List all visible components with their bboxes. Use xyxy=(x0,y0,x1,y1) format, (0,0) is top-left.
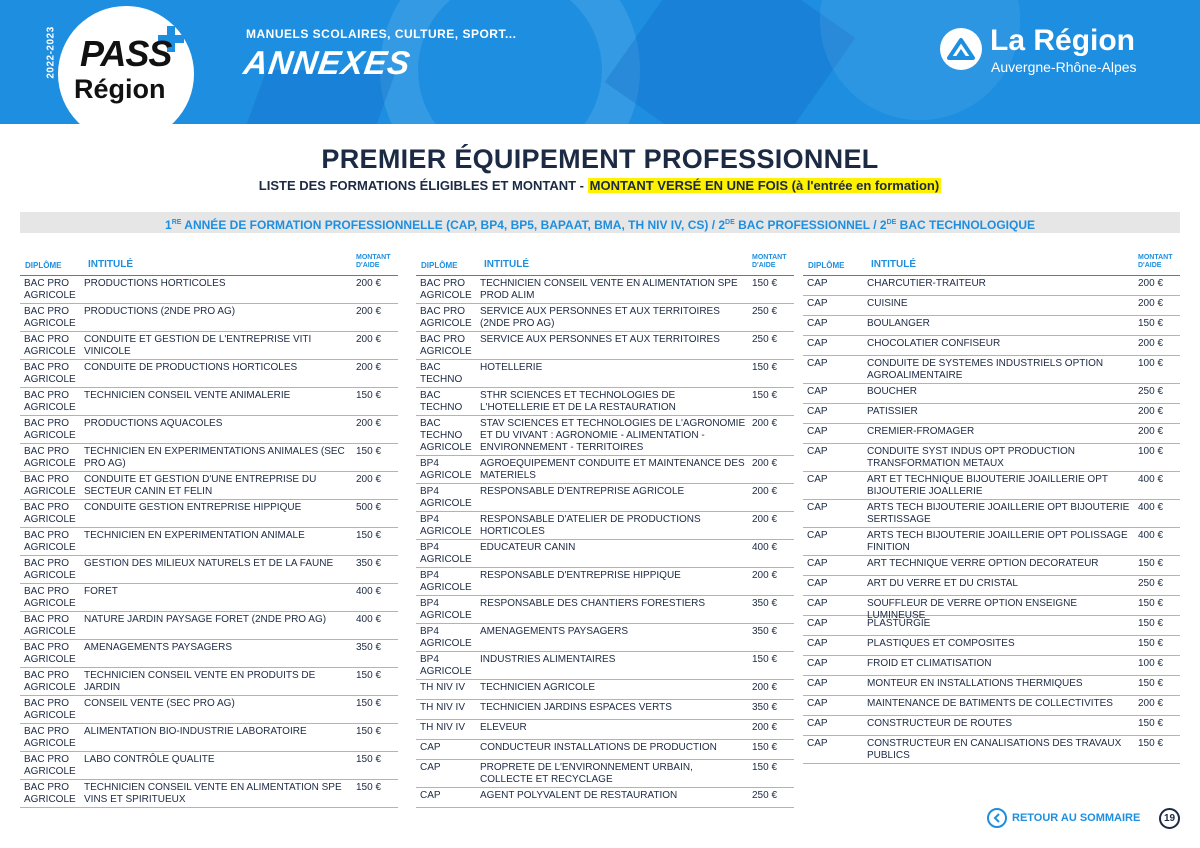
table-row xyxy=(416,456,794,484)
cell-montant: 150 € xyxy=(356,390,382,401)
cell-diplome: CAP xyxy=(807,698,828,709)
table-row xyxy=(803,316,1180,336)
cell-montant: 200 € xyxy=(752,570,778,581)
cell-montant: 150 € xyxy=(356,782,382,793)
cell-intitule: SERVICE AUX PERSONNES ET AUX TERRITOIRES (2NDE PRO AG) xyxy=(480,306,720,329)
header-diplome: DIPLÔME xyxy=(25,261,62,270)
band-superscript: DE xyxy=(725,219,735,226)
cell-diplome: BAC TECHNO AGRICOLE xyxy=(420,418,472,453)
cell-intitule: CONDUITE GESTION ENTREPRISE HIPPIQUE xyxy=(84,502,302,513)
cell-montant: 200 € xyxy=(356,362,382,373)
cell-montant: 150 € xyxy=(1138,318,1164,329)
cell-intitule: PRODUCTIONS HORTICOLES xyxy=(84,278,226,289)
subtitle-highlight-bold: MONTANT VERSÉ EN UNE FOIS xyxy=(589,178,789,193)
cell-diplome: BAC PRO AGRICOLE xyxy=(24,474,76,497)
cell-intitule: RESPONSABLE D'ENTREPRISE AGRICOLE xyxy=(480,486,685,497)
cell-intitule: ARTS TECH BIJOUTERIE JOAILLERIE OPT BIJOUTERIE SERTISSAGE xyxy=(867,502,1130,525)
table-row xyxy=(803,616,1180,636)
band-text: BAC PROFESSIONNEL / 2 xyxy=(734,218,887,232)
cell-montant: 200 € xyxy=(356,418,382,429)
cell-montant: 200 € xyxy=(752,682,778,693)
header-montant-line2: D'AIDE xyxy=(752,262,776,269)
cell-diplome: BAC PRO AGRICOLE xyxy=(24,334,76,357)
header-montant xyxy=(752,254,794,270)
chevron-left-icon xyxy=(992,813,1002,823)
cell-montant: 150 € xyxy=(752,742,778,753)
cell-diplome: BAC PRO AGRICOLE xyxy=(24,418,76,441)
cell-intitule: ART DU VERRE ET DU CRISTAL xyxy=(867,578,1018,589)
table-row xyxy=(803,576,1180,596)
header-intitule: INTITULÉ xyxy=(88,259,133,270)
cell-montant: 400 € xyxy=(1138,474,1164,485)
table-row xyxy=(416,360,794,388)
cell-montant: 350 € xyxy=(356,642,382,653)
cell-montant: 200 € xyxy=(356,474,382,485)
table-row xyxy=(803,696,1180,716)
formations-table-1 xyxy=(20,250,398,808)
cell-intitule: AGROEQUIPEMENT CONDUITE ET MAINTENANCE DES MATERIELS xyxy=(480,458,745,481)
cell-montant: 350 € xyxy=(752,598,778,609)
cell-diplome: TH NIV IV xyxy=(420,722,466,733)
table-row xyxy=(20,304,398,332)
cell-montant: 150 € xyxy=(1138,598,1164,609)
cell-diplome: CAP xyxy=(807,738,828,749)
cell-diplome: BAC PRO AGRICOLE xyxy=(24,782,76,805)
cell-intitule: AGENT POLYVALENT DE RESTAURATION xyxy=(480,790,678,801)
cell-intitule: SERVICE AUX PERSONNES ET AUX TERRITOIRES xyxy=(480,334,720,345)
cell-intitule: FORET xyxy=(84,586,118,597)
cell-intitule: PATISSIER xyxy=(867,406,918,417)
cell-intitule: AMENAGEMENTS PAYSAGERS xyxy=(84,642,232,653)
table-row xyxy=(416,484,794,512)
banner-decoration xyxy=(820,0,1020,120)
cell-montant: 200 € xyxy=(752,418,778,429)
table-row xyxy=(20,724,398,752)
cell-intitule: RESPONSABLE D'ENTREPRISE HIPPIQUE xyxy=(480,570,681,581)
table-row xyxy=(803,636,1180,656)
section-band xyxy=(20,212,1180,233)
cell-diplome: BP4 AGRICOLE xyxy=(420,542,472,565)
cell-montant: 150 € xyxy=(1138,558,1164,569)
school-year xyxy=(44,14,58,94)
table-row xyxy=(20,612,398,640)
cell-diplome: BAC TECHNO xyxy=(420,362,463,385)
region-logo-icon xyxy=(940,28,982,70)
table-row xyxy=(20,416,398,444)
table-header xyxy=(20,250,398,276)
cell-intitule: CREMIER-FROMAGER xyxy=(867,426,975,437)
cell-diplome: CAP xyxy=(807,386,828,397)
table-row xyxy=(416,596,794,624)
band-superscript: DE xyxy=(886,219,897,226)
table-row xyxy=(416,276,794,304)
cell-montant: 200 € xyxy=(1138,406,1164,417)
cell-diplome: BP4 AGRICOLE xyxy=(420,598,472,621)
table-row xyxy=(803,596,1180,621)
cell-intitule: CONDUITE SYST INDUS OPT PRODUCTION TRANSFORMATION METAUX xyxy=(867,446,1075,469)
cell-intitule: RESPONSABLE D'ATELIER DE PRODUCTIONS HORTICOLES xyxy=(480,514,701,537)
cell-diplome: CAP xyxy=(807,426,828,437)
cell-montant: 150 € xyxy=(1138,678,1164,689)
cell-diplome: BP4 AGRICOLE xyxy=(420,654,472,677)
cell-diplome: CAP xyxy=(807,578,828,589)
cell-diplome: BAC PRO AGRICOLE xyxy=(420,334,472,357)
cell-montant: 400 € xyxy=(356,586,382,597)
cell-diplome: BAC PRO AGRICOLE xyxy=(24,558,76,581)
cell-montant: 400 € xyxy=(1138,530,1164,541)
cell-montant: 250 € xyxy=(1138,578,1164,589)
brand-name: La Région xyxy=(990,24,1136,57)
cell-intitule: TECHNICIEN JARDINS ESPACES VERTS xyxy=(480,702,672,713)
banner-decoration xyxy=(380,0,640,124)
band-superscript: RE xyxy=(171,219,182,226)
table-row xyxy=(20,752,398,780)
cell-diplome: BAC PRO AGRICOLE xyxy=(24,754,76,777)
cell-intitule: SOUFFLEUR DE VERRE OPTION ENSEIGNE LUMINEUSE xyxy=(867,598,1078,621)
table-row xyxy=(803,404,1180,424)
page-subtitle xyxy=(0,178,1200,193)
cell-intitule: NATURE JARDIN PAYSAGE FORET (2NDE PRO AG) xyxy=(84,614,327,625)
cell-diplome: CAP xyxy=(807,446,828,457)
cell-montant: 200 € xyxy=(356,306,382,317)
cell-diplome: BAC PRO AGRICOLE xyxy=(24,362,76,385)
table-row xyxy=(803,276,1180,296)
table-row xyxy=(416,788,794,808)
cell-diplome: CAP xyxy=(807,474,828,485)
table-row xyxy=(20,528,398,556)
band-text: BAC TECHNOLOGIQUE xyxy=(896,218,1035,232)
cell-diplome: BAC PRO AGRICOLE xyxy=(24,306,76,329)
cell-diplome: CAP xyxy=(420,790,441,801)
table-row xyxy=(20,276,398,304)
cell-montant: 200 € xyxy=(1138,298,1164,309)
cell-diplome: CAP xyxy=(807,278,828,289)
table-row xyxy=(20,780,398,808)
cell-montant: 400 € xyxy=(356,614,382,625)
cell-intitule: ARTS TECH BIJOUTERIE JOAILLERIE OPT POLISSAGE FINITION xyxy=(867,530,1128,553)
subtitle-highlight-rest: (à l'entrée en formation) xyxy=(788,178,940,193)
cell-intitule: ART TECHNIQUE VERRE OPTION DECORATEUR xyxy=(867,558,1099,569)
cell-intitule: INDUSTRIES ALIMENTAIRES xyxy=(480,654,616,665)
cell-diplome: CAP xyxy=(807,502,828,513)
cell-diplome: CAP xyxy=(807,638,828,649)
cell-montant: 200 € xyxy=(1138,426,1164,437)
cell-diplome: BP4 AGRICOLE xyxy=(420,570,472,593)
cell-intitule: CONSTRUCTEUR EN CANALISATIONS DES TRAVAUX PUBLICS xyxy=(867,738,1122,761)
table-row xyxy=(803,556,1180,576)
table-row xyxy=(803,356,1180,384)
cell-intitule: CONDUITE ET GESTION D'UNE ENTREPRISE DU SECTEUR CANIN ET FELIN xyxy=(84,474,317,497)
cell-montant: 350 € xyxy=(752,702,778,713)
table-row xyxy=(20,500,398,528)
header-diplome: DIPLÔME xyxy=(808,261,845,270)
table-row xyxy=(416,624,794,652)
cell-montant: 100 € xyxy=(1138,446,1164,457)
cell-diplome: BP4 AGRICOLE xyxy=(420,514,472,537)
cell-montant: 150 € xyxy=(356,726,382,737)
table-row xyxy=(416,332,794,360)
table-row xyxy=(20,668,398,696)
table-row xyxy=(803,716,1180,736)
header-subtitle: MANUELS SCOLAIRES, CULTURE, SPORT... xyxy=(246,27,517,41)
cell-montant: 150 € xyxy=(356,530,382,541)
cell-intitule: ALIMENTATION BIO-INDUSTRIE LABORATOIRE xyxy=(84,726,307,737)
cell-montant: 150 € xyxy=(356,754,382,765)
table-row xyxy=(803,384,1180,404)
cell-diplome: CAP xyxy=(807,530,828,541)
header-intitule: INTITULÉ xyxy=(484,259,529,270)
cell-intitule: TECHNICIEN CONSEIL VENTE EN PRODUITS DE JARDIN xyxy=(84,670,316,693)
cell-intitule: STHR SCIENCES ET TECHNOLOGIES DE L'HOTELLERIE ET DE LA RESTAURATION xyxy=(480,390,676,413)
cell-montant: 150 € xyxy=(752,390,778,401)
cell-montant: 150 € xyxy=(1138,718,1164,729)
header-montant-line2: D'AIDE xyxy=(356,262,380,269)
cell-diplome: CAP xyxy=(807,618,828,629)
cell-diplome: BAC PRO AGRICOLE xyxy=(24,726,76,749)
table-row xyxy=(20,472,398,500)
cell-diplome: BAC PRO AGRICOLE xyxy=(24,586,76,609)
cell-diplome: BAC PRO AGRICOLE xyxy=(24,614,76,637)
header-montant xyxy=(1138,254,1180,270)
cell-montant: 250 € xyxy=(752,790,778,801)
cell-montant: 200 € xyxy=(356,334,382,345)
banner-decoration xyxy=(605,0,856,124)
table-row xyxy=(416,740,794,760)
cell-montant: 350 € xyxy=(356,558,382,569)
cell-intitule: CONSTRUCTEUR DE ROUTES xyxy=(867,718,1013,729)
table-row xyxy=(803,296,1180,316)
cell-montant: 500 € xyxy=(356,502,382,513)
cell-diplome: BAC PRO AGRICOLE xyxy=(24,530,76,553)
cell-montant: 150 € xyxy=(356,670,382,681)
cell-intitule: TECHNICIEN CONSEIL VENTE EN ALIMENTATION SPE PROD ALIM xyxy=(480,278,738,301)
region-word: Région xyxy=(74,74,166,104)
cell-intitule: CONSEIL VENTE (SEC PRO AG) xyxy=(84,698,235,709)
band-text: 1 xyxy=(165,218,172,232)
cell-montant: 350 € xyxy=(752,626,778,637)
page-title: PREMIER ÉQUIPEMENT PROFESSIONNEL xyxy=(321,144,879,174)
cell-diplome: CAP xyxy=(807,678,828,689)
back-to-summary-button[interactable] xyxy=(987,808,1007,828)
table-row xyxy=(416,568,794,596)
cell-intitule: CONDUITE ET GESTION DE L'ENTREPRISE VITI VINICOLE xyxy=(84,334,312,357)
header-montant-line1: MONTANT xyxy=(1138,254,1173,261)
table-row xyxy=(803,336,1180,356)
cell-intitule: ELEVEUR xyxy=(480,722,527,733)
cell-intitule: ART ET TECHNIQUE BIJOUTERIE JOAILLERIE OPT BIJOUTERIE JOALLERIE xyxy=(867,474,1108,497)
cell-intitule: CHARCUTIER-TRAITEUR xyxy=(867,278,986,289)
cell-intitule: AMENAGEMENTS PAYSAGERS xyxy=(480,626,628,637)
cell-intitule: HOTELLERIE xyxy=(480,362,543,373)
cell-montant: 250 € xyxy=(752,306,778,317)
table-row xyxy=(803,656,1180,676)
cell-diplome: TH NIV IV xyxy=(420,702,466,713)
cell-diplome: BAC PRO AGRICOLE xyxy=(24,642,76,665)
table-row xyxy=(20,556,398,584)
table-row xyxy=(803,472,1180,500)
cell-montant: 100 € xyxy=(1138,658,1164,669)
cell-diplome: BAC PRO AGRICOLE xyxy=(24,698,76,721)
cell-intitule: MAINTENANCE DE BATIMENTS DE COLLECTIVITES xyxy=(867,698,1113,709)
school-year-label: 2022-2023 xyxy=(45,26,57,79)
cell-montant: 150 € xyxy=(1138,738,1164,749)
table-row xyxy=(20,584,398,612)
cell-diplome: BAC PRO AGRICOLE xyxy=(24,670,76,693)
cell-intitule: CUISINE xyxy=(867,298,908,309)
band-text: ANNÉE DE FORMATION PROFESSIONNELLE (CAP, BP4, BP5, BAPAAT, BMA, TH NIV IV, CS) / 2 xyxy=(181,218,726,232)
cell-intitule: PROPRETE DE L'ENVIRONNEMENT URBAIN, COLLECTE ET RECYCLAGE xyxy=(480,762,693,785)
cell-intitule: TECHNICIEN EN EXPERIMENTATION ANIMALE xyxy=(84,530,305,541)
cell-intitule: LABO CONTRÔLE QUALITE xyxy=(84,754,215,765)
table-row xyxy=(20,332,398,360)
cell-montant: 150 € xyxy=(356,446,382,457)
table-row xyxy=(416,652,794,680)
cell-intitule: PRODUCTIONS (2NDE PRO AG) xyxy=(84,306,236,317)
cell-montant: 200 € xyxy=(752,458,778,469)
cell-intitule: PRODUCTIONS AQUACOLES xyxy=(84,418,223,429)
pass-region-logo xyxy=(58,6,194,142)
cell-intitule: PLASTIQUES ET COMPOSITES xyxy=(867,638,1015,649)
section-title: ANNEXES xyxy=(241,44,414,81)
formations-table-2 xyxy=(416,250,794,808)
cell-intitule: CONDUCTEUR INSTALLATIONS DE PRODUCTION xyxy=(480,742,717,753)
cell-intitule: PLASTURGIE xyxy=(867,618,931,629)
table-row xyxy=(803,424,1180,444)
table-row xyxy=(416,680,794,700)
cell-montant: 200 € xyxy=(752,486,778,497)
cell-intitule: BOUCHER xyxy=(867,386,918,397)
cell-intitule: CONDUITE DE SYSTEMES INDUSTRIELS OPTION AGROALIMENTAIRE xyxy=(867,358,1104,381)
table-row xyxy=(20,696,398,724)
table-row xyxy=(803,736,1180,764)
cell-montant: 200 € xyxy=(1138,278,1164,289)
cell-diplome: BAC PRO AGRICOLE xyxy=(420,278,472,301)
cell-montant: 150 € xyxy=(1138,618,1164,629)
cell-montant: 150 € xyxy=(752,278,778,289)
cell-diplome: CAP xyxy=(807,338,828,349)
table-header xyxy=(416,250,794,276)
cell-diplome: BAC PRO AGRICOLE xyxy=(420,306,472,329)
cell-diplome: BAC TECHNO xyxy=(420,390,463,413)
header-intitule: INTITULÉ xyxy=(871,259,916,270)
cell-intitule: TECHNICIEN AGRICOLE xyxy=(480,682,596,693)
cell-montant: 150 € xyxy=(752,362,778,373)
cell-intitule: TECHNICIEN CONSEIL VENTE ANIMALERIE xyxy=(84,390,291,401)
cell-montant: 200 € xyxy=(1138,698,1164,709)
cell-diplome: TH NIV IV xyxy=(420,682,466,693)
formations-table-3 xyxy=(803,250,1180,764)
cell-montant: 250 € xyxy=(1138,386,1164,397)
cell-montant: 150 € xyxy=(752,654,778,665)
table-row xyxy=(416,540,794,568)
cell-intitule: BOULANGER xyxy=(867,318,930,329)
cell-intitule: STAV SCIENCES ET TECHNOLOGIES DE L'AGRONOMIE ET DU VIVANT : AGRONOMIE - ALIMENTATION - ENVIRONNEMENT - TERRITOIRES xyxy=(480,418,746,453)
cell-diplome: CAP xyxy=(807,318,828,329)
pass-word: PASS xyxy=(80,33,172,74)
header-montant xyxy=(356,254,398,270)
cell-diplome: CAP xyxy=(807,298,828,309)
table-row xyxy=(803,500,1180,528)
cell-diplome: BAC PRO AGRICOLE xyxy=(24,390,76,413)
brand-subtitle: Auvergne-Rhône-Alpes xyxy=(991,59,1137,75)
back-to-summary-link[interactable]: RETOUR AU SOMMAIRE xyxy=(1012,812,1141,824)
cell-montant: 200 € xyxy=(752,514,778,525)
cell-intitule: CONDUITE DE PRODUCTIONS HORTICOLES xyxy=(84,362,298,373)
table-row xyxy=(416,304,794,332)
cell-montant: 200 € xyxy=(1138,338,1164,349)
cell-montant: 150 € xyxy=(356,698,382,709)
table-row xyxy=(20,640,398,668)
cell-diplome: CAP xyxy=(807,358,828,369)
table-row xyxy=(416,720,794,740)
cell-intitule: TECHNICIEN EN EXPERIMENTATIONS ANIMALES (SEC PRO AG) xyxy=(84,446,345,469)
cell-montant: 100 € xyxy=(1138,358,1164,369)
table-row xyxy=(416,512,794,540)
cell-diplome: BAC PRO AGRICOLE xyxy=(24,278,76,301)
cell-diplome: BAC PRO AGRICOLE xyxy=(24,502,76,525)
cell-montant: 150 € xyxy=(1138,638,1164,649)
table-row xyxy=(20,360,398,388)
header-montant-line2: D'AIDE xyxy=(1138,262,1162,269)
cell-diplome: CAP xyxy=(807,718,828,729)
table-row xyxy=(803,528,1180,556)
cell-diplome: CAP xyxy=(807,658,828,669)
cell-montant: 150 € xyxy=(752,762,778,773)
cell-diplome: CAP xyxy=(807,406,828,417)
cell-diplome: CAP xyxy=(807,558,828,569)
table-row xyxy=(416,700,794,720)
subtitle-prefix: LISTE DES FORMATIONS ÉLIGIBLES ET MONTANT - xyxy=(258,178,588,193)
cell-intitule: TECHNICIEN CONSEIL VENTE EN ALIMENTATION SPE VINS ET SPIRITUEUX xyxy=(84,782,342,805)
cell-diplome: CAP xyxy=(807,598,828,609)
cell-intitule: MONTEUR EN INSTALLATIONS THERMIQUES xyxy=(867,678,1083,689)
subtitle-highlight xyxy=(588,178,942,193)
cell-diplome: CAP xyxy=(420,762,441,773)
table-row xyxy=(416,416,794,456)
cell-diplome: BP4 AGRICOLE xyxy=(420,458,472,481)
table-row xyxy=(416,388,794,416)
cell-intitule: RESPONSABLE DES CHANTIERS FORESTIERS xyxy=(480,598,706,609)
header-montant-line1: MONTANT xyxy=(356,254,391,261)
cell-montant: 200 € xyxy=(752,722,778,733)
table-row xyxy=(416,760,794,788)
cell-montant: 400 € xyxy=(1138,502,1164,513)
cell-intitule: GESTION DES MILIEUX NATURELS ET DE LA FAUNE xyxy=(84,558,334,569)
cell-montant: 400 € xyxy=(752,542,778,553)
cell-intitule: FROID ET CLIMATISATION xyxy=(867,658,992,669)
table-header xyxy=(803,250,1180,276)
page-number: 19 xyxy=(1159,808,1180,829)
table-row xyxy=(20,444,398,472)
table-row xyxy=(803,444,1180,472)
cell-diplome: BP4 AGRICOLE xyxy=(420,486,472,509)
cell-montant: 200 € xyxy=(356,278,382,289)
header-montant-line1: MONTANT xyxy=(752,254,787,261)
cell-diplome: BAC PRO AGRICOLE xyxy=(24,446,76,469)
cell-montant: 250 € xyxy=(752,334,778,345)
cell-intitule: CHOCOLATIER CONFISEUR xyxy=(867,338,1001,349)
header-diplome: DIPLÔME xyxy=(421,261,458,270)
cell-diplome: BP4 AGRICOLE xyxy=(420,626,472,649)
cell-intitule: EDUCATEUR CANIN xyxy=(480,542,576,553)
table-row xyxy=(20,388,398,416)
cell-diplome: CAP xyxy=(420,742,441,753)
table-row xyxy=(803,676,1180,696)
